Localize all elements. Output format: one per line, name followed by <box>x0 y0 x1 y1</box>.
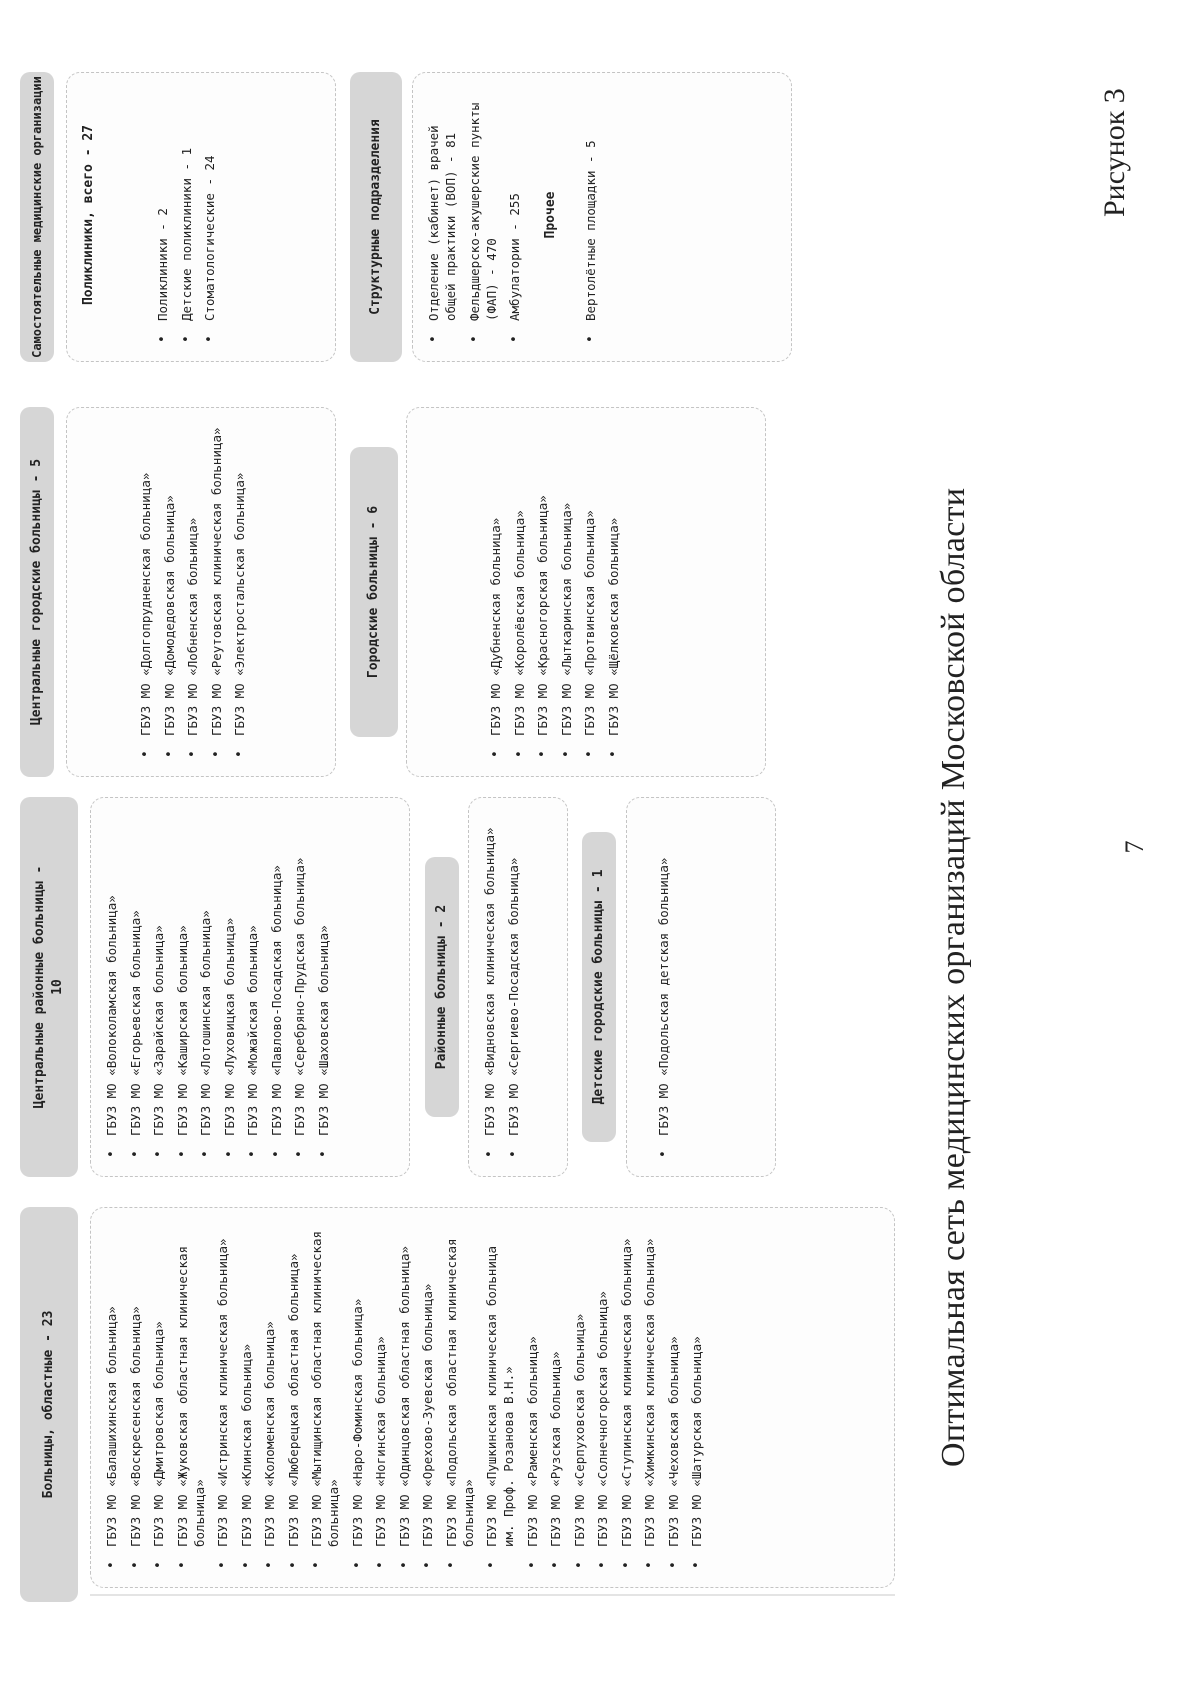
district-hospitals-box <box>468 797 568 1177</box>
list-item: • ГБУЗ МО «Орехово-Зуевская больница» <box>419 1220 436 1571</box>
list-item: • ГБУЗ МО «Волоколамская больница» <box>103 810 120 1160</box>
city-hospitals-box <box>406 407 766 777</box>
list-item: • ГБУЗ МО «Коломенская больница» <box>261 1220 278 1571</box>
list-item: • ГБУЗ МО «Каширская больница» <box>174 810 191 1160</box>
list-item: • ГБУЗ МО «Шаховская больница» <box>315 810 332 1160</box>
other-title: Прочее <box>543 191 558 239</box>
list-item: • ГБУЗ МО «Реутовская клиническая больница» <box>208 420 225 760</box>
list-item: • ГБУЗ МО «Лобненская больница» <box>184 420 201 760</box>
list-item: • ГБУЗ МО «Ступинская клиническая больница» <box>618 1220 635 1571</box>
list-item: • ГБУЗ МО «Егорьевская больница» <box>127 810 144 1160</box>
list-item: • Стоматологические - 24 <box>201 85 218 345</box>
page-title: Оптимальная сеть медицинских организаций Московской области <box>935 487 972 1467</box>
list-item: • ГБУЗ МО «Луховицкая больница» <box>221 810 238 1160</box>
list-item: • ГБУЗ МО «Воскресенская больница» <box>127 1220 144 1571</box>
divider <box>90 1594 895 1596</box>
list-item: • ГБУЗ МО «Чеховская больница» <box>665 1220 682 1571</box>
list-item: • ГБУЗ МО «Раменская больница» <box>524 1220 541 1571</box>
list-item: • ГБУЗ МО «Балашихинская больница» <box>103 1220 120 1571</box>
list-item: • ГБУЗ МО «Подольская областная клиническая больница» <box>443 1220 477 1571</box>
district-hospitals-section <box>20 797 900 1177</box>
list-item: • Поликлиники - 2 <box>154 85 171 345</box>
figure-label: Рисунок 3 <box>1098 88 1131 217</box>
list-item: • ГБУЗ МО «Клинская больница» <box>238 1220 255 1571</box>
children-city-hospitals-list <box>655 810 672 1160</box>
polyclinics-list <box>154 85 218 345</box>
list-item: • ГБУЗ МО «Химкинская клиническая больница» <box>641 1220 658 1571</box>
list-item: • ГБУЗ МО «Павлово-Посадская больница» <box>268 810 285 1160</box>
central-district-hospitals-box <box>90 797 410 1177</box>
list-item: • ГБУЗ МО «Сергиево-Посадская больница» <box>505 810 522 1160</box>
list-item: • ГБУЗ МО «Можайская больница» <box>244 810 261 1160</box>
list-item: • ГБУЗ МО «Дмитровская больница» <box>150 1220 167 1571</box>
list-item: • ГБУЗ МО «Электростальская больница» <box>231 420 248 760</box>
list-item: • ГБУЗ МО «Мытищинская областная клиническая больница» <box>308 1220 342 1571</box>
independent-organizations-section <box>20 72 900 362</box>
list-item: • ГБУЗ МО «Щёлковская больница» <box>605 420 622 760</box>
list-item: • ГБУЗ МО «Видновская клиническая больница» <box>481 810 498 1160</box>
city-hospitals-header: Городские больницы - 6 <box>350 447 398 737</box>
list-item: • ГБУЗ МО «Подольская детская больница» <box>655 810 672 1160</box>
regional-hospitals-list <box>103 1220 705 1571</box>
list-item: • ГБУЗ МО «Истринская клиническая больница» <box>214 1220 231 1571</box>
list-item: • Фельдшерско-акушерские пункты (ФАП) - 470 <box>466 85 500 345</box>
list-item: • ГБУЗ МО «Лыткаринская больница» <box>558 420 575 760</box>
children-city-hospitals-box <box>626 797 776 1177</box>
central-city-hospitals-list <box>137 420 248 760</box>
list-item: • ГБУЗ МО «Зарайская больница» <box>150 810 167 1160</box>
city-hospitals-section <box>20 407 900 777</box>
list-item: • Детские поликлиники - 1 <box>178 85 195 345</box>
list-item: • ГБУЗ МО «Одинцовская областная больница» <box>396 1220 413 1571</box>
list-item: • Вертолётные площадки - 5 <box>582 85 599 345</box>
district-hospitals-list <box>481 810 522 1160</box>
central-city-hospitals-box <box>66 407 336 777</box>
list-item: • ГБУЗ МО «Серебряно-Прудская больница» <box>291 810 308 1160</box>
list-item: • ГБУЗ МО «Домодедовская больница» <box>161 420 178 760</box>
list-item: • ГБУЗ МО «Королёвская больница» <box>511 420 528 760</box>
children-city-hospitals-header: Детские городские больницы - 1 <box>582 832 616 1142</box>
central-city-hospitals-header: Центральные городские больницы - 5 <box>20 407 54 777</box>
list-item: • ГБУЗ МО «Наро-Фоминская больница» <box>349 1220 366 1571</box>
list-item: • ГБУЗ МО «Серпуховская больница» <box>571 1220 588 1571</box>
polyclinics-box <box>66 72 336 362</box>
central-district-hospitals-list <box>103 810 332 1160</box>
list-item: • ГБУЗ МО «Красногорская больница» <box>534 420 551 760</box>
list-item: • ГБУЗ МО «Шатурская больница» <box>688 1220 705 1571</box>
city-hospitals-list <box>487 420 622 760</box>
structural-units-header: Структурные подразделения <box>350 72 402 362</box>
central-district-hospitals-header: Центральные районные больницы - 10 <box>20 797 78 1177</box>
list-item: • Амбулатории - 255 <box>506 85 523 345</box>
list-item: • ГБУЗ МО «Солнечногорская больница» <box>594 1220 611 1571</box>
list-item: • ГБУЗ МО «Рузская больница» <box>547 1220 564 1571</box>
structural-units-list <box>425 85 523 345</box>
regional-hospitals-section <box>20 1207 900 1602</box>
list-item: • ГБУЗ МО «Лотошинская больница» <box>197 810 214 1160</box>
list-item: • ГБУЗ МО «Жуковская областная клиническая больница» <box>174 1220 208 1571</box>
structural-units-box <box>412 72 792 362</box>
list-item: • Отделение (кабинет) врачей общей практики (ВОП) - 81 <box>425 85 459 345</box>
district-hospitals-header: Районные больницы - 2 <box>425 857 459 1117</box>
page-number: 7 <box>1120 840 1149 854</box>
independent-organizations-header: Самостоятельные медицинские организации <box>20 72 54 362</box>
list-item: • ГБУЗ МО «Люберецкая областная больница» <box>285 1220 302 1571</box>
regional-hospitals-box <box>90 1207 895 1588</box>
list-item: • ГБУЗ МО «Дубненская больница» <box>487 420 504 760</box>
list-item: • ГБУЗ МО «Протвинская больница» <box>581 420 598 760</box>
regional-hospitals-header: Больницы, областные - 23 <box>20 1207 78 1602</box>
list-item: • ГБУЗ МО «Пушкинская клиническая больница им. Проф. Розанова В.Н.» <box>483 1220 517 1571</box>
list-item: • ГБУЗ МО «Ногинская больница» <box>372 1220 389 1571</box>
other-list <box>582 85 599 345</box>
polyclinics-title: Поликлиники, всего - 27 <box>81 125 96 306</box>
list-item: • ГБУЗ МО «Долгопрудненская больница» <box>137 420 154 760</box>
